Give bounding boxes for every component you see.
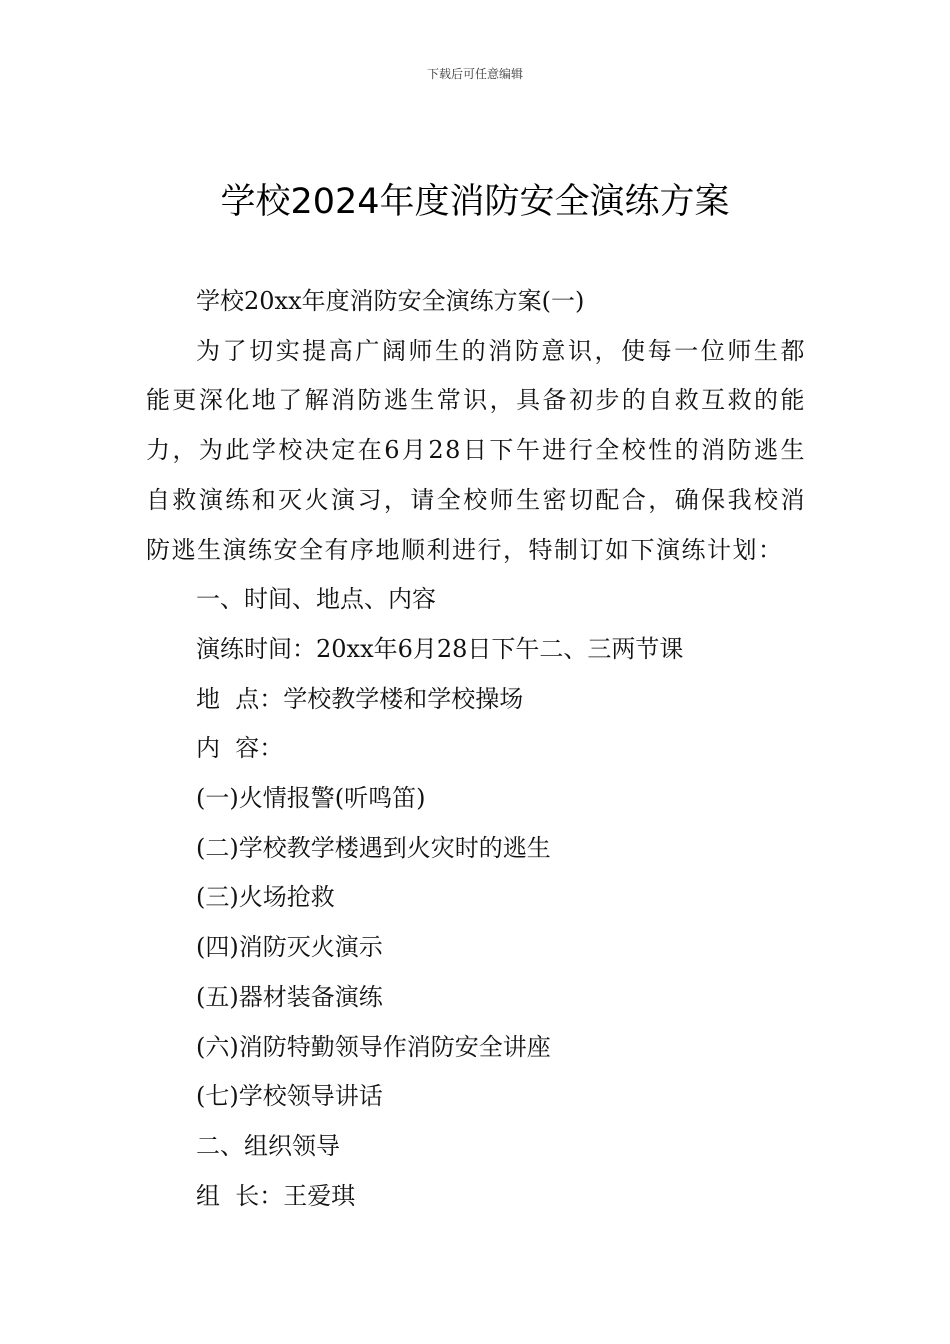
content-item: (一)火情报警(听鸣笛) xyxy=(196,784,426,813)
page-header-note: 下载后可任意编辑 xyxy=(426,67,523,81)
content-item: (六)消防特勤领导作消防安全讲座 xyxy=(196,1032,551,1061)
content-item: (五)器材装备演练 xyxy=(196,982,383,1011)
content-item: (二)学校教学楼遇到火灾时的逃生 xyxy=(196,833,551,862)
content-item: (四)消防灭火演示 xyxy=(196,933,383,962)
content-item: (三)火场抢救 xyxy=(196,883,335,912)
section-heading-organization: 二、组织领导 xyxy=(196,1131,340,1160)
content-item: (七)学校领导讲话 xyxy=(196,1082,383,1111)
drill-time-line: 演练时间：20xx年6月28日下午二、三两节课 xyxy=(196,634,684,663)
document-subtitle: 学校20xx年度消防安全演练方案(一) xyxy=(196,287,585,315)
document-title: 学校2024年度消防安全演练方案 xyxy=(220,182,730,222)
intro-paragraph: 为了切实提高广阔师生的消防意识，使每一位师生都能更深化地了解消防逃生常识，具备初步的自救互救的能力，为此学校决定在6月28日下午进行全校性的消防逃生自救演练和灭火演习，请全校师生密切配合，确保我校消防逃生演练安全有序地顺利进行，特制订如下演练计划： xyxy=(146,336,806,564)
document-body xyxy=(146,277,806,1221)
group-leader-line: 组 长：王爱琪 xyxy=(196,1181,356,1210)
drill-place-line: 地 点：学校教学楼和学校操场 xyxy=(196,684,524,713)
section-heading-time-place-content: 一、时间、地点、内容 xyxy=(196,585,436,614)
drill-content-label: 内 容： xyxy=(196,734,284,763)
